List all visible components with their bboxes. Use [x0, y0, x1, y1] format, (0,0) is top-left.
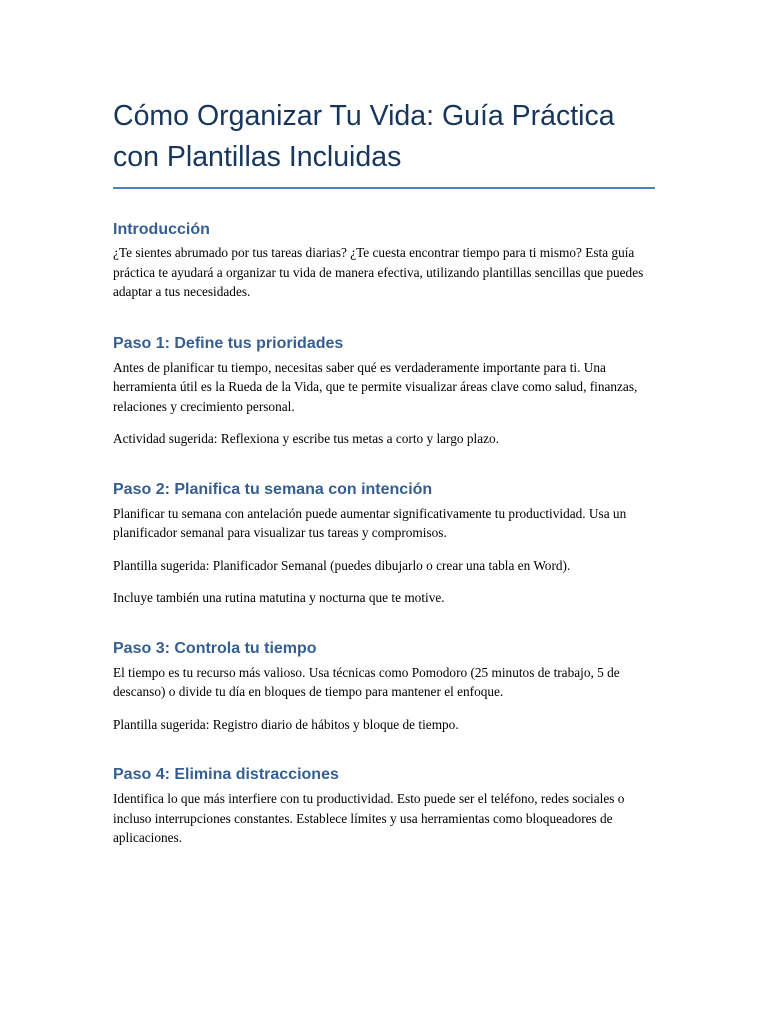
section-paso-1	[113, 333, 655, 449]
section-introduccion	[113, 219, 655, 302]
paragraph: Identifica lo que más interfiere con tu productividad. Esto puede ser el teléfono, redes sociales o incluso interrupciones constantes. Establece límites y usa herramientas como bloqueadores de aplicaciones.	[113, 791, 625, 845]
title-underline	[113, 187, 655, 189]
section-heading: Paso 3: Controla tu tiempo	[113, 639, 317, 657]
paragraph: Incluye también una rutina matutina y nocturna que te motive.	[113, 590, 445, 605]
paragraph: ¿Te sientes abrumado por tus tareas diarias? ¿Te cuesta encontrar tiempo para ti mismo? Esta guía práctica te ayudará a organizar tu vida de manera efectiva, utilizando plantillas sencillas que puedes adaptar a tus necesidades.	[113, 245, 644, 299]
section-paso-4	[113, 764, 655, 848]
section-paso-2	[113, 479, 655, 608]
paragraph: Planificar tu semana con antelación puede aumentar significativamente tu productividad. Usa un planificador semanal para visualizar tus tareas y compromisos.	[113, 505, 627, 540]
paragraph: Plantilla sugerida: Planificador Semanal (puedes dibujarlo o crear una tabla en Word).	[113, 557, 571, 573]
paragraph: Plantilla sugerida: Registro diario de hábitos y bloque de tiempo.	[113, 716, 459, 732]
section-paso-3	[113, 638, 655, 735]
paragraph: El tiempo es tu recurso más valioso. Usa técnicas como Pomodoro (25 minutos de trabajo, 5 de descanso) o divide tu día en bloques de tiempo para mantener el enfoque.	[113, 664, 620, 699]
paragraph: Actividad sugerida: Reflexiona y escribe tus metas a corto y largo plazo.	[113, 431, 499, 446]
section-heading: Paso 2: Planifica tu semana con intención	[113, 480, 433, 498]
section-heading: Paso 1: Define tus prioridades	[113, 334, 344, 352]
section-heading: Paso 4: Elimina distracciones	[113, 766, 339, 783]
paragraph: Antes de planificar tu tiempo, necesitas saber qué es verdaderamente importante para ti. Una herramienta útil es la Rueda de la Vida, que te permite visualizar áreas clave como salud, finanzas, relaciones y crecimiento personal.	[113, 359, 638, 414]
document-title: Cómo Organizar Tu Vida: Guía Práctica con Plantillas Incluidas	[113, 100, 615, 173]
section-heading: Introducción	[113, 221, 210, 238]
